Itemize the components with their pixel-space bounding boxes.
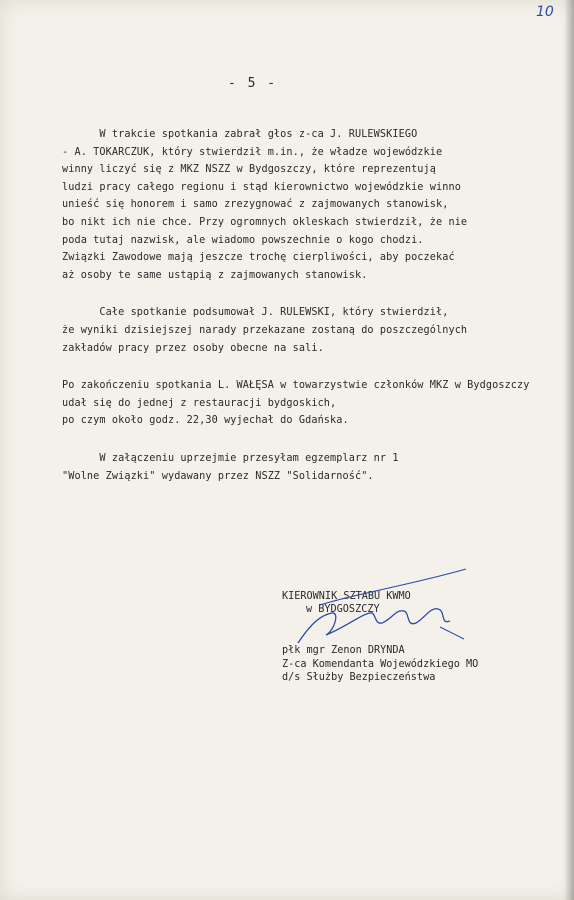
text-line: W trakcie spotkania zabrał głos z-ca J. RULEWSKIEGO [62,129,418,140]
text-line: Związki Zawodowe mają jeszcze trochę cierpliwości, aby poczekać [62,252,455,264]
page-number: - 5 - [228,76,278,91]
paragraph-attachment [62,450,560,485]
text-line: W załączeniu uprzejmie przesyłam egzemplarz nr 1 [62,452,399,464]
signature-title-line: KIEROWNIK SZTABU KWMO [282,591,411,602]
text-line: winny liczyć się z MKZ NSZZ w Bydgoszczy, które reprezentują [62,164,437,176]
officer-role: Z-ca Komendanta Wojewódzkiego MO [282,658,479,670]
text-line: zakładów pracy przez osoby obecne na sali. [62,342,324,354]
page-edge-shadow [564,0,574,900]
text-line: bo nikt ich nie chce. Przy ogromnych okleskach stwierdził, że nie [62,216,468,228]
officer-role: d/s Służby Bezpieczeństwa [282,672,436,683]
handwritten-page-mark: 10 [536,4,554,20]
paragraph-tokarczuk [62,126,560,284]
text-line: poda tutaj nazwisk, ale wiadomo powszechnie o kogo chodzi. [62,234,424,246]
text-line: że wyniki dzisiejszej narady przekazane zostaną do poszczególnych [62,324,468,336]
text-line: ludzi pracy całego regionu i stąd kierownictwo wojewódzkie winno [62,181,461,193]
text-line: po czym około godz. 22,30 wyjechał do Gdańska. [62,415,349,427]
text-line: Po zakończeniu spotkania L. WAŁĘSA w towarzystwie członków MKZ w Bydgoszczy udał się do jednej z restauracji bydgoskich, [62,380,530,409]
officer-name: płk mgr Zenon DRYNDA [282,645,405,656]
text-line: "Wolne Związki" wydawany przez NSZZ "Solidarność". [62,470,374,482]
text-line: - A. TOKARCZUK, który stwierdził m.in., że władze wojewódzkie [62,146,443,158]
signature-title-line: w BYDGOSZCZY [306,604,380,615]
text-line: unieść się honorem i samo zrezygnować z zajmowanych stanowisk, [62,199,449,211]
text-line: aż osoby te same ustąpią z zajmowanych stanowisk. [62,269,368,281]
paragraph-rulewski-summary [62,304,560,357]
text-line: Całe spotkanie podsumował J. RULEWSKI, który stwierdził, [62,307,449,319]
letter-body [62,126,560,505]
officer-block [282,644,478,685]
paragraph-walesa-departure [62,377,560,430]
